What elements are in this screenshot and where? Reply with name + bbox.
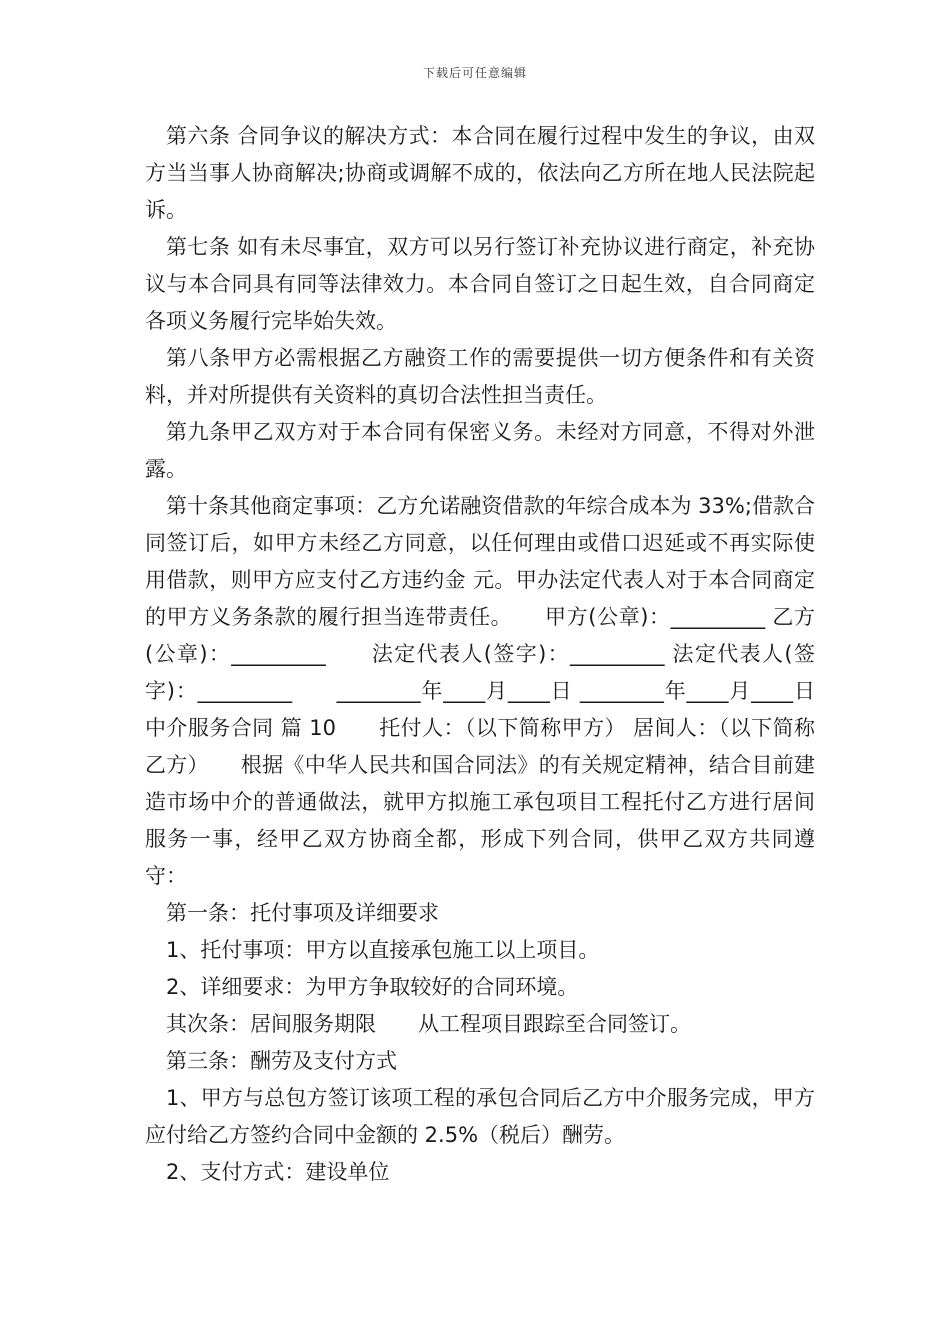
article-10-paragraph: 第十条其他商定事项：乙方允诺融资借款的年综合成本为 33%;借款合同签订后，如甲方未经乙方同意，以任何理由或借口迟延或不再实际使用借款，则甲方应支付乙方违约金 元。甲办法定代表人对于本合同商定的甲方义务条款的履行担当连带责任。 甲方(公章)：_________ 乙方(公章)：_________ 法定代表人(签字)：_________ 法定代表人(签字)：_________ ________年____月____日 ________年____月____日中介服务合同 篇 10 托付人：（以下简称甲方） 居间人：（以下简称乙方） 根据《中华人民共和国合同法》的有关规定精神，结合目前建造市场中介的普通做法，就甲方拟施工承包项目工程托付乙方进行居间服务一事，经甲乙双方协商全都，形成下列合同，供甲乙双方共同遵守： (145, 494, 815, 888)
article-9-paragraph: 第九条甲乙双方对于本合同有保密义务。未经对方同意，不得对外泄露。 (145, 420, 815, 481)
article-8-paragraph: 第八条甲方必需根据乙方融资工作的需要提供一切方便条件和有关资料，并对所提供有关资料的真切合法性担当责任。 (145, 346, 815, 407)
clause-1-item-2: 2、详细要求：为甲方争取较好的合同环境。 (166, 975, 579, 999)
document-body (145, 118, 815, 1191)
clause-3-item-1: 1、甲方与总包方签订该项工程的承包合同后乙方中介服务完成，甲方应付给乙方签约合同中金额的 2.5%（税后）酬劳。 (145, 1086, 815, 1147)
clause-1-heading: 第一条：托付事项及详细要求 (166, 901, 439, 925)
clause-3-item-2: 2、支付方式：建设单位 (166, 1160, 390, 1184)
clause-1-item-1: 1、托付事项：甲方以直接承包施工以上项目。 (166, 938, 600, 962)
article-6-paragraph: 第六条 合同争议的解决方式：本合同在履行过程中发生的争议，由双方当当事人协商解决;协商或调解不成的，依法向乙方所在地人民法院起诉。 (145, 124, 815, 222)
clause-3-heading: 第三条：酬劳及支付方式 (166, 1049, 397, 1073)
article-7-paragraph: 第七条 如有未尽事宜，双方可以另行签订补充协议进行商定，补充协议与本合同具有同等法律效力。本合同自签订之日起生效，自合同商定各项义务履行完毕始失效。 (145, 235, 815, 333)
page-header: 下载后可任意编辑 (422, 66, 527, 80)
clause-2-heading: 其次条：居间服务期限 从工程项目跟踪至合同签订。 (166, 1012, 691, 1036)
